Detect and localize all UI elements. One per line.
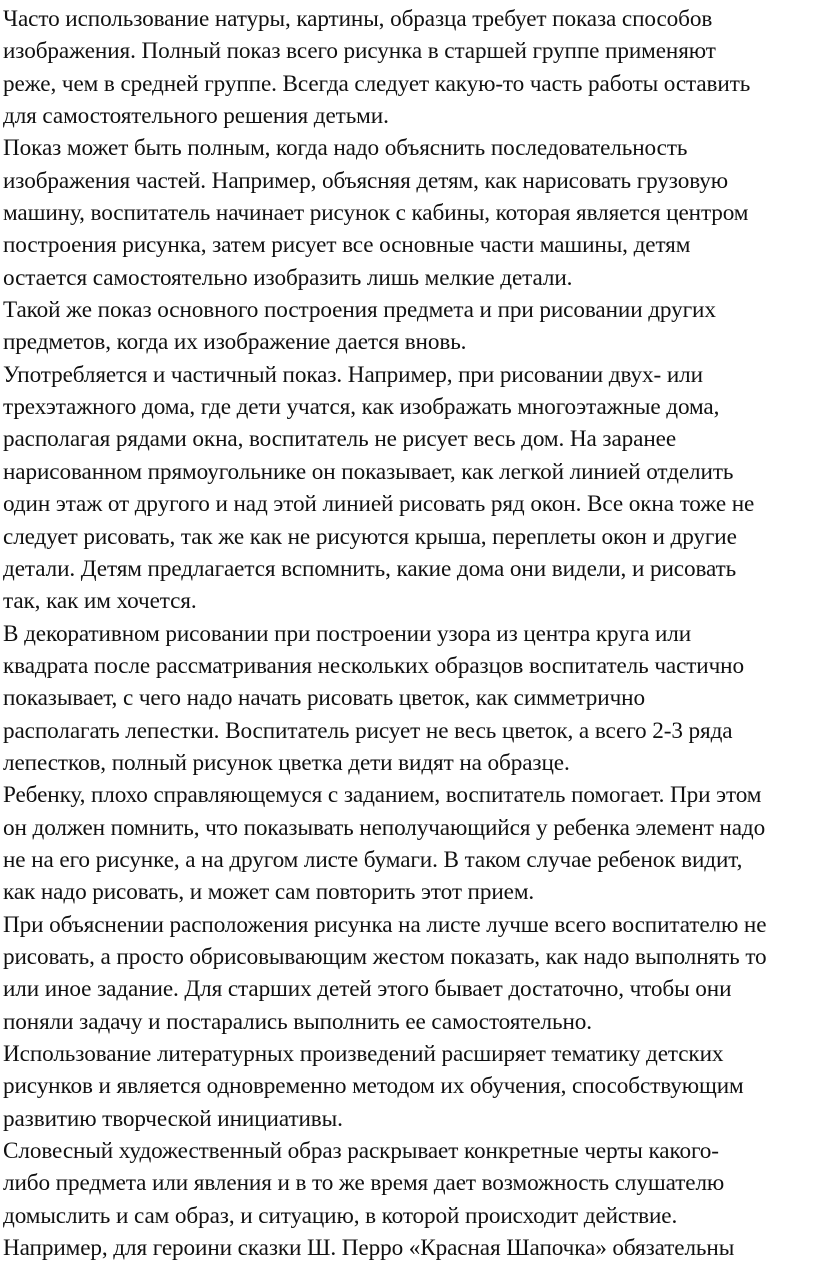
text-line: следует рисовать, так же как не рисуются крыша, переплеты окон и другие: [3, 523, 737, 550]
text-line: один этаж от другого и над этой линией рисовать ряд окон. Все окна тоже не: [3, 491, 755, 518]
text-line: Словесный художественный образ раскрывает конкретные черты какого-: [3, 1138, 719, 1165]
paragraph-7: [3, 909, 814, 1038]
text-line: детали. Детям предлагается вспомнить, какие дома они видели, и рисовать: [3, 555, 737, 582]
text-line: для самостоятельного решения детьми.: [3, 103, 389, 130]
text-line: изображения частей. Например, объясняя детям, как нарисовать грузовую: [3, 167, 728, 194]
text-line: остается самостоятельно изобразить лишь мелкие детали.: [3, 264, 573, 291]
document-page: [3, 3, 814, 1264]
text-line: трехэтажного дома, где дети учатся, как изображать многоэтажные дома,: [3, 394, 720, 421]
text-line: Показ может быть полным, когда надо объяснить последовательность: [3, 135, 688, 162]
text-line: так, как им хочется.: [3, 588, 197, 615]
text-line: При объяснении расположения рисунка на листе лучше всего воспитателю не: [3, 911, 767, 938]
text-line: изображения. Полный показ всего рисунка в старшей группе применяют: [3, 38, 716, 65]
text-line: располагать лепестки. Воспитатель рисует не весь цветок, а всего 2-3 ряда: [3, 717, 733, 744]
text-line: рисовать, а просто обрисовывающим жестом показать, как надо выполнять то: [3, 943, 767, 970]
paragraph-2: [3, 132, 814, 294]
paragraph-8: [3, 1038, 814, 1135]
text-line: не на его рисунке, а на другом листе бумаги. В таком случае ребенок видит,: [3, 846, 743, 873]
paragraph-9: [3, 1135, 814, 1264]
text-line: машину, воспитатель начинает рисунок с кабины, которая является центром: [3, 200, 749, 227]
paragraph-6: [3, 779, 814, 908]
text-line: располагая рядами окна, воспитатель не рисует весь дом. На заранее: [3, 426, 677, 453]
text-line: В декоративном рисовании при построении узора из центра круга или: [3, 620, 692, 647]
text-line: либо предмета или явления и в то же время дает возможность слушателю: [3, 1170, 725, 1197]
text-line: Ребенку, плохо справляющемуся с заданием, воспитатель помогает. При этом: [3, 782, 762, 809]
text-line: показывает, с чего надо начать рисовать цветок, как симметрично: [3, 685, 645, 712]
text-line: как надо рисовать, и может сам повторить этот прием.: [3, 879, 535, 906]
paragraph-5: [3, 618, 814, 780]
text-line: Использование литературных произведений расширяет тематику детских: [3, 1041, 724, 1067]
text-line: предметов, когда их изображение дается вновь.: [3, 329, 467, 356]
text-line: лепестков, полный рисунок цветка дети видят на образце.: [3, 749, 570, 776]
text-line: Например, для героини сказки Ш. Перро «Красная Шапочка» обязательны: [3, 1235, 735, 1262]
text-line: или иное задание. Для старших детей этого бывает достаточно, чтобы они: [3, 976, 732, 1003]
paragraph-3: [3, 294, 814, 359]
paragraph-1: [3, 3, 814, 132]
text-line: построения рисунка, затем рисует все основные части машины, детям: [3, 232, 691, 259]
text-line: нарисованном прямоугольнике он показывает, как легкой линией отделить: [3, 458, 734, 485]
text-line: рисунков и является одновременно методом их обучения, способствующим: [3, 1073, 744, 1100]
text-line: Часто использование натуры, картины, образца требует показа способов: [3, 6, 713, 32]
text-line: домыслить и сам образ, и ситуацию, в которой происходит действие.: [3, 1202, 678, 1229]
paragraph-4: [3, 359, 814, 618]
text-line: квадрата после рассматривания нескольких образцов воспитатель частично: [3, 652, 744, 679]
text-line: Употребляется и частичный показ. Например, при рисовании двух- или: [3, 361, 703, 388]
text-line: он должен помнить, что показывать неполучающийся у ребенка элемент надо: [3, 814, 766, 841]
text-line: реже, чем в средней группе. Всегда следует какую-то часть работы оставить: [3, 70, 751, 97]
text-line: поняли задачу и постарались выполнить ее самостоятельно.: [3, 1008, 592, 1035]
text-line: развитию творческой инициативы.: [3, 1105, 343, 1132]
text-line: Такой же показ основного построения предмета и при рисовании других: [3, 297, 716, 324]
